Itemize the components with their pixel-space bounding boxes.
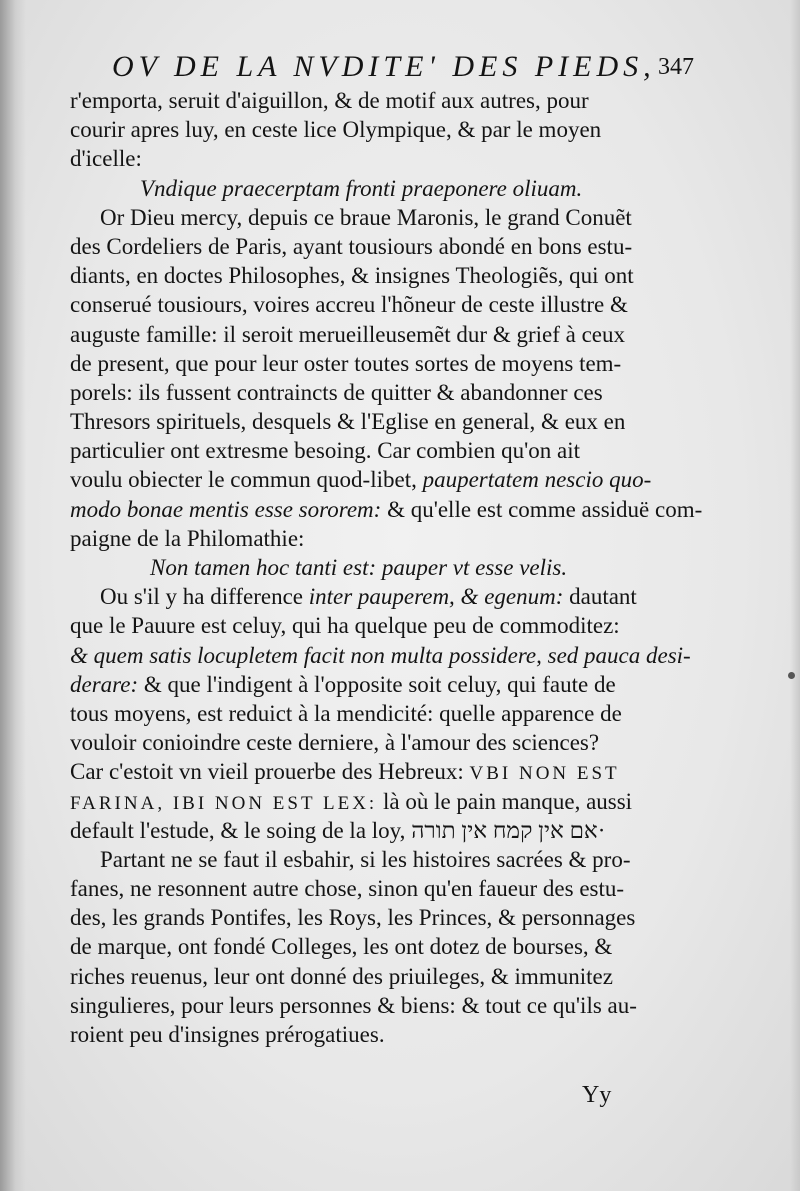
text-span: dautant [563, 584, 637, 610]
text-line [70, 757, 710, 786]
text-line [70, 378, 710, 407]
body-text [70, 86, 710, 1049]
text-line [70, 261, 710, 290]
running-title: OV DE LA NVDITE' DES PIEDS, [112, 50, 656, 83]
text-span: Car c'estoit vn vieil prouerbe des Hebreux: [70, 759, 470, 785]
text-line [70, 495, 710, 524]
text-line [70, 874, 710, 903]
text-line [70, 290, 710, 319]
text-span: d'icelle: [70, 146, 142, 172]
text-line [70, 670, 710, 699]
latin-quote: inter pauperem, & egenum: [308, 584, 564, 610]
text-line [70, 524, 710, 553]
latin-quote: & quem satis locupletem facit non multa possidere, sed pauca desi- [70, 642, 691, 668]
latin-quote: derare: [70, 671, 139, 697]
text-span: vouloir conioindre ceste derniere, à l'amour des sciences? [70, 730, 600, 756]
text-line [70, 845, 710, 874]
latin-quote: Vndique praecerptam fronti praeponere oliuam. [140, 175, 583, 201]
text-line [70, 582, 710, 611]
text-line [70, 699, 710, 728]
text-span: r'emporta, seruit d'aiguillon, & de motif aux autres, pour [70, 88, 589, 113]
text-span: auguste famille: il seroit merueilleusemẽt dur & grief à ceux [70, 321, 625, 347]
text-span: default l'estude, & le soing de la loy, אם אין קמח אין תורה· [70, 817, 606, 843]
text-line [70, 407, 710, 436]
page-edge-shadow [0, 0, 26, 1191]
text-span: roient peu d'insignes prérogatiues. [70, 1022, 385, 1047]
text-span: voulu obiecter le commun quod-libet, [70, 467, 423, 493]
text-span: des Cordeliers de Paris, ayant tousiours abondé en bons estu- [70, 233, 633, 259]
text-line [70, 728, 710, 757]
text-line [70, 1020, 710, 1049]
small-caps-text: VBI NON EST [469, 763, 620, 785]
text-line [70, 320, 710, 349]
text-span: diants, en doctes Philosophes, & insignes Theologiẽs, qui ont [70, 263, 634, 289]
text-span: riches reuenus, leur ont donné des priuileges, & immunitez [70, 963, 613, 989]
text-line [70, 436, 710, 465]
latin-quote: paupertatem nescio quo- [422, 467, 652, 493]
text-span: de present, que pour leur oster toutes sortes de moyens tem- [70, 350, 622, 376]
latin-quote: modo bonae mentis esse sororem: [70, 496, 382, 522]
text-line [70, 86, 710, 115]
text-span: particulier ont extresme besoing. Car combien qu'on ait [70, 438, 580, 464]
ink-speck [788, 672, 795, 679]
text-span: & que l'indigent à l'opposite soit celuy, qui faute de [138, 671, 616, 697]
text-line [70, 174, 710, 203]
text-line [70, 115, 710, 144]
text-line [70, 203, 710, 232]
text-line [70, 816, 710, 845]
page-fold [790, 0, 800, 1191]
text-line [70, 787, 710, 816]
text-span: des, les grands Pontifes, les Roys, les Princes, & personnages [70, 905, 636, 931]
text-line [70, 232, 710, 261]
text-span: là où le pain manque, aussi [377, 788, 633, 814]
text-line [70, 349, 710, 378]
text-span: fanes, ne resonnent autre chose, sinon qu'en faueur des estu- [70, 876, 625, 902]
text-line [70, 611, 710, 640]
text-line [70, 991, 710, 1020]
text-span: porels: ils fussent contraincts de quitter & abandonner ces [70, 379, 603, 405]
text-line [70, 144, 710, 173]
text-span: conserué tousiours, voires accreu l'hõneur de ceste illustre & [70, 292, 628, 318]
text-span: que le Pauure est celuy, qui ha quelque peu de commoditez: [70, 613, 620, 639]
text-line [70, 465, 710, 494]
page-header [102, 48, 702, 88]
text-span: tous moyens, est reduict à la mendicité: quelle apparence de [70, 700, 622, 726]
text-span: Thresors spirituels, desquels & l'Eglise en general, & eux en [70, 409, 626, 435]
text-span: paigne de la Philomathie: [70, 525, 305, 551]
text-span: singulieres, pour leurs personnes & biens: & tout ce qu'ils au- [70, 992, 637, 1018]
text-line [70, 962, 710, 991]
text-span: Ou s'il y ha difference [100, 584, 309, 610]
text-span: courir apres luy, en ceste lice Olympique, & par le moyen [70, 117, 602, 143]
text-line [70, 932, 710, 961]
text-span: & qu'elle est comme assiduë com- [381, 496, 703, 522]
text-span: Or Dieu mercy, depuis ce braue Maronis, le grand Conuẽt [100, 204, 632, 230]
signature-mark: Yy [582, 1082, 612, 1108]
text-line [70, 641, 710, 670]
latin-quote: Non tamen hoc tanti est: pauper vt esse velis. [150, 555, 568, 580]
text-line [70, 903, 710, 932]
text-line [70, 553, 710, 582]
page-number: 347 [658, 54, 694, 80]
text-span: Partant ne se faut il esbahir, si les histoires sacrées & pro- [100, 846, 631, 872]
small-caps-text: FARINA, IBI NON EST LEX: [70, 792, 378, 814]
text-span: de marque, ont fondé Colleges, les ont dotez de bourses, & [70, 934, 613, 960]
